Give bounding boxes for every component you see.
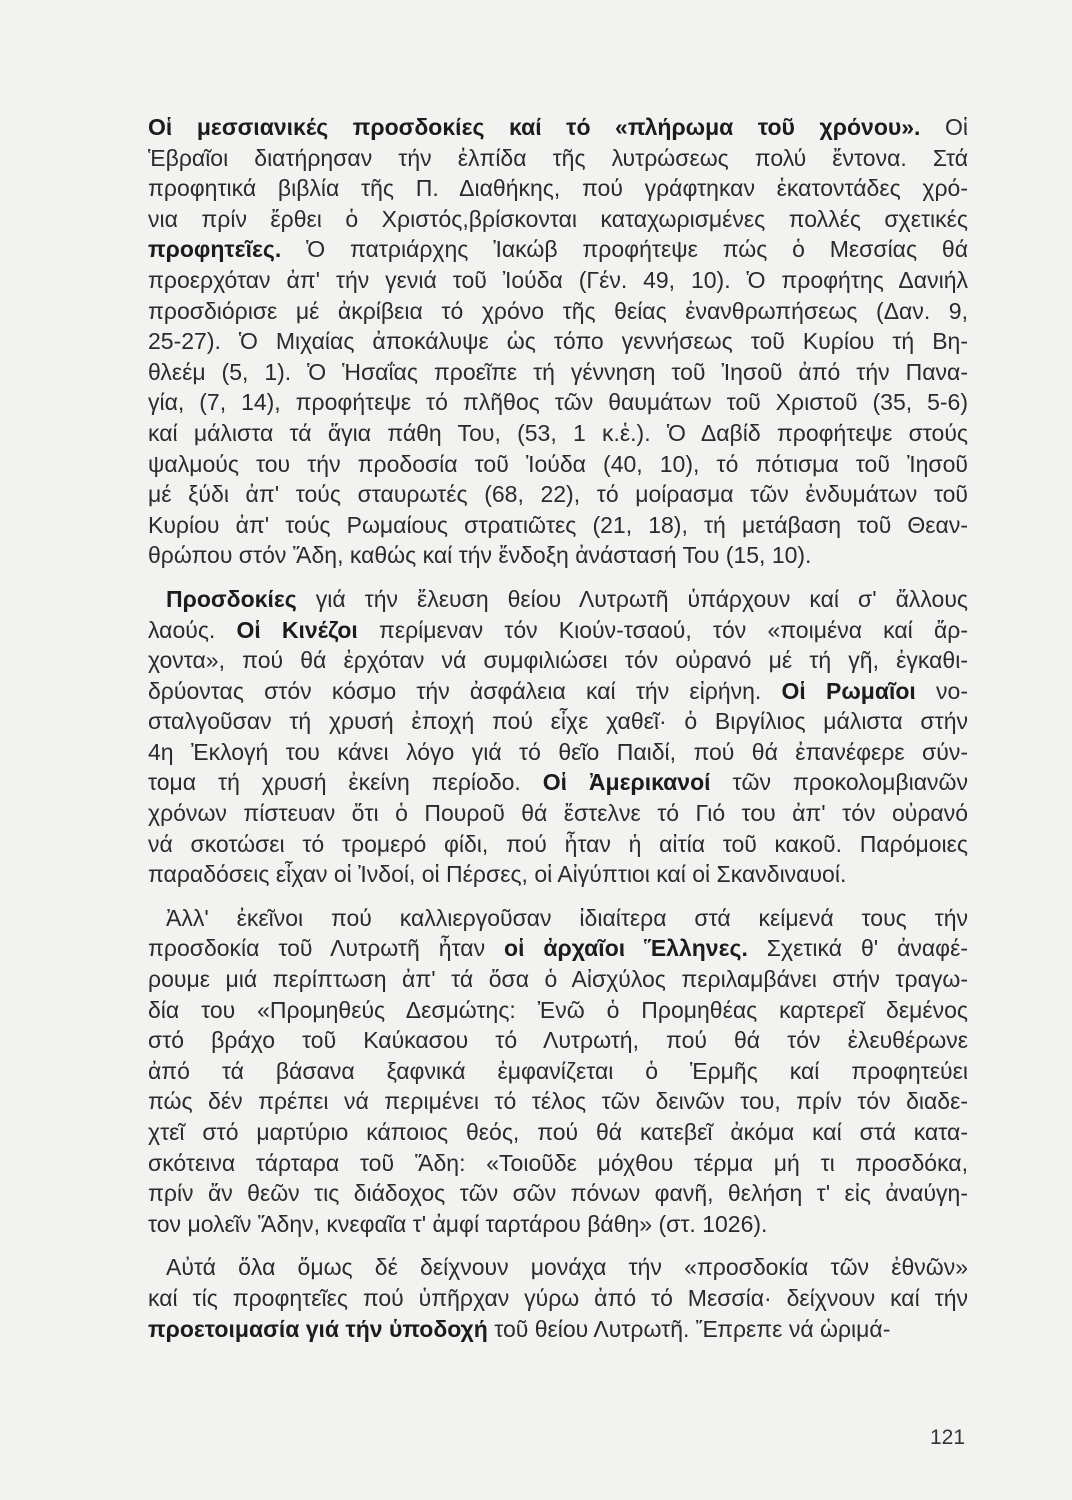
text-line bbox=[148, 1314, 968, 1345]
text-run: γιά τήν ἔλευση θείου Λυτρωτῆ ὑπάρχουν καί σ' ἄλλους bbox=[296, 585, 968, 612]
text-run: Ὁ πατριάρχης Ἰακώβ προφήτεψε πώς ὁ Μεσσίας θά bbox=[281, 236, 968, 263]
text-run: σταλγοῦσαν τή χρυσή ἐποχή πού εἶχε χαθεῖ· ὁ Βιργίλιος μάλιστα στήν bbox=[148, 708, 968, 735]
text-line bbox=[148, 112, 968, 143]
text-run: χοντα», πού θά ἐρχόταν νά συμφιλιώσει τόν οὐρανό μέ τή γῆ, ἐγκαθι- bbox=[148, 647, 968, 674]
text-run: 4η Ἐκλογή του κάνει λόγο γιά τό θεῖο Παιδί, πού θά ἐπανέφερε σύν- bbox=[148, 738, 968, 765]
bold-text: Οἱ Κινέζοι bbox=[236, 616, 358, 643]
text-run: μέ ξύδι ἀπ' τούς σταυρωτές (68, 22), τό μοίρασμα τῶν ἐνδυμάτων τοῦ bbox=[148, 481, 968, 508]
text-run: ρουμε μιά περίπτωση ἀπ' τά ὅσα ὁ Αἰσχύλος περιλαμβάνει στήν τραγω- bbox=[148, 966, 968, 993]
paragraph-messianic-expectations bbox=[148, 112, 968, 571]
text-line bbox=[148, 1086, 968, 1117]
text-run: χρόνων πίστευαν ὅτι ὁ Πουροῦ θά ἔστελνε τό Γιό του ἀπ' τόν οὐρανό bbox=[148, 800, 968, 827]
text-run: νια πρίν ἔρθει ὁ Χριστός,βρίσκονται καταχωρισμένες πολλές σχετικές bbox=[148, 205, 968, 232]
text-line bbox=[148, 676, 968, 707]
text-line bbox=[148, 964, 968, 995]
text-line bbox=[148, 296, 968, 327]
paragraph-ancient-greeks bbox=[148, 903, 968, 1240]
text-run: πώς δέν πρέπει νά περιμένει τό τέλος τῶν δεινῶν του, πρίν τόν διαδε- bbox=[148, 1088, 968, 1115]
text-line bbox=[148, 387, 968, 418]
text-line bbox=[148, 1252, 968, 1283]
text-line bbox=[148, 995, 968, 1026]
text-run: τομα τή χρυσή ἐκείνη περίοδο. bbox=[148, 769, 543, 796]
text-line bbox=[148, 645, 968, 676]
bold-text: προετοιμασία γιά τήν ὑποδοχή bbox=[148, 1315, 488, 1342]
text-line bbox=[148, 859, 968, 890]
body-text bbox=[148, 112, 968, 1344]
text-run: ἀπό τά βάσανα ξαφνικά ἐμφανίζεται ὁ Ἑρμῆς καί προφητεύει bbox=[148, 1057, 968, 1084]
text-run: περίμεναν τόν Κιούν-τσαού, τόν «ποιμένα καί ἄρ- bbox=[357, 616, 968, 643]
text-line bbox=[148, 204, 968, 235]
text-run: προφητικά βιβλία τῆς Π. Διαθήκης, πού γράφτηκαν ἑκατοντάδες χρό- bbox=[148, 175, 968, 202]
text-line bbox=[148, 326, 968, 357]
text-run: νά σκοτώσει τό τρομερό φίδι, πού ἦταν ἡ αἰτία τοῦ κακοῦ. Παρόμοιες bbox=[148, 830, 968, 857]
text-line bbox=[148, 584, 968, 615]
text-line bbox=[148, 1178, 968, 1209]
text-line bbox=[148, 265, 968, 296]
text-line bbox=[148, 737, 968, 768]
paragraph-other-peoples bbox=[148, 584, 968, 890]
bold-text: Οἱ Ρωμαῖοι bbox=[781, 677, 916, 704]
text-run: προσδιόρισε μέ ἀκρίβεια τό χρόνο τῆς θείας ἐνανθρωπήσεως (Δαν. 9, bbox=[148, 297, 968, 324]
text-line bbox=[148, 1117, 968, 1148]
text-line bbox=[148, 1025, 968, 1056]
text-line bbox=[148, 1148, 968, 1179]
text-run: 25-27). Ὁ Μιχαίας ἀποκάλυψε ὡς τόπο γεννήσεως τοῦ Κυρίου τή Βη- bbox=[148, 328, 968, 355]
text-run: πρίν ἄν θεῶν τις διάδοχος τῶν σῶν πόνων φανῆ, θελήση τ' εἰς ἀναύγη- bbox=[148, 1180, 968, 1207]
bold-text: προφητεῖες. bbox=[148, 236, 282, 263]
text-run: στό βράχο τοῦ Καύκασου τό Λυτρωτή, πού θά τόν ἐλευθέρωνε bbox=[148, 1027, 968, 1054]
text-line bbox=[148, 829, 968, 860]
bold-text: Οἱ μεσσιανικές προσδοκίες καί τό «πλήρωμα τοῦ χρόνου». bbox=[148, 114, 921, 140]
page-number: 121 bbox=[930, 1426, 966, 1449]
text-line bbox=[148, 1283, 968, 1314]
text-line bbox=[148, 615, 968, 646]
text-run: δία του «Προμηθεύς Δεσμώτης: Ἐνῶ ὁ Προμηθέας καρτερεῖ δεμένος bbox=[148, 996, 968, 1023]
text-run: τον μολεῖν Ἅδην, κνεφαῖα τ' ἀμφί ταρτάρου βάθη» (στ. 1026). bbox=[148, 1210, 768, 1237]
text-line bbox=[148, 479, 968, 510]
text-line bbox=[148, 706, 968, 737]
paragraph-preparation bbox=[148, 1252, 968, 1344]
text-line bbox=[148, 1056, 968, 1087]
text-line bbox=[148, 143, 968, 174]
bold-text: Οἱ Ἀμερικανοί bbox=[542, 769, 711, 796]
bold-text: Προσδοκίες bbox=[166, 585, 297, 612]
text-run: Οἱ bbox=[920, 114, 969, 140]
text-run: Ἑβραῖοι διατήρησαν τήν ἐλπίδα τῆς λυτρώσεως πολύ ἔντονα. Στά bbox=[148, 144, 968, 171]
text-run: λαούς. bbox=[148, 616, 237, 643]
text-line bbox=[148, 234, 968, 265]
text-run: Σχετικά θ' ἀναφέ- bbox=[747, 935, 969, 962]
text-line bbox=[148, 933, 968, 964]
text-line bbox=[148, 798, 968, 829]
text-run: καί μάλιστα τά ἅγια πάθη Του, (53, 1 κ.ἑ.). Ὁ Δαβίδ προφήτεψε στούς bbox=[148, 419, 968, 446]
text-line bbox=[148, 540, 968, 571]
text-run: Κυρίου ἀπ' τούς Ρωμαίους στρατιῶτες (21, 18), τή μετάβαση τοῦ Θεαν- bbox=[148, 511, 968, 538]
text-line bbox=[148, 510, 968, 541]
text-run: θρώπου στόν Ἅδη, καθώς καί τήν ἔνδοξη ἀνάστασή Του (15, 10). bbox=[148, 542, 812, 569]
text-line bbox=[148, 767, 968, 798]
text-run: τοῦ θείου Λυτρωτῆ. Ἔπρεπε νά ὡριμά- bbox=[487, 1315, 891, 1342]
text-run: Αὐτά ὅλα ὅμως δέ δείχνουν μονάχα τήν «προσδοκία τῶν ἐθνῶν» bbox=[166, 1254, 968, 1281]
text-run: ψαλμούς του τήν προδοσία τοῦ Ἰούδα (40, 10), τό πότισμα τοῦ Ἰησοῦ bbox=[148, 450, 968, 477]
text-line bbox=[148, 357, 968, 388]
text-run: προερχόταν ἀπ' τήν γενιά τοῦ Ἰούδα (Γέν. 49, 10). Ὁ προφήτης Δανιήλ bbox=[148, 266, 968, 293]
text-run: τῶν προκολομβιανῶν bbox=[710, 769, 968, 796]
text-run: καί τίς προφητεῖες πού ὑπῆρχαν γύρω ἀπό τό Μεσσία· δείχνουν καί τήν bbox=[148, 1284, 968, 1311]
text-line bbox=[148, 418, 968, 449]
text-line bbox=[148, 1209, 968, 1240]
text-run: νο- bbox=[915, 677, 968, 704]
text-run: προσδοκία τοῦ Λυτρωτῆ ἦταν bbox=[148, 935, 505, 962]
text-run: χτεῖ στό μαρτύριο κάποιος θεός, πού θά κατεβεῖ ἀκόμα καί στά κατα- bbox=[148, 1119, 968, 1145]
text-line bbox=[148, 449, 968, 480]
text-run: παραδόσεις εἶχαν οἱ Ἰνδοί, οἱ Πέρσες, οἱ Αἰγύπτιοι καί οἱ Σκανδιναυοί. bbox=[148, 861, 847, 888]
text-run: γία, (7, 14), προφήτεψε τό πλῆθος τῶν θαυμάτων τοῦ Χριστοῦ (35, 5-6) bbox=[148, 389, 968, 416]
bold-text: οἱ ἀρχαῖοι Ἕλληνες. bbox=[504, 935, 748, 962]
text-run: Ἀλλ' ἐκεῖνοι πού καλλιεργοῦσαν ἰδιαίτερα στά κείμενά τους τήν bbox=[166, 904, 968, 931]
text-run: δρύοντας στόν κόσμο τήν ἀσφάλεια καί τήν εἰρήνη. bbox=[148, 677, 782, 704]
text-line bbox=[148, 903, 968, 934]
text-run: σκότεινα τάρταρα τοῦ Ἅδη: «Τοιοῦδε μόχθου τέρμα μή τι προσδόκα, bbox=[148, 1149, 968, 1176]
text-line bbox=[148, 173, 968, 204]
text-run: θλεέμ (5, 1). Ὁ Ἡσαΐας προεῖπε τή γέννηση τοῦ Ἰησοῦ ἀπό τήν Πανα- bbox=[148, 358, 968, 385]
